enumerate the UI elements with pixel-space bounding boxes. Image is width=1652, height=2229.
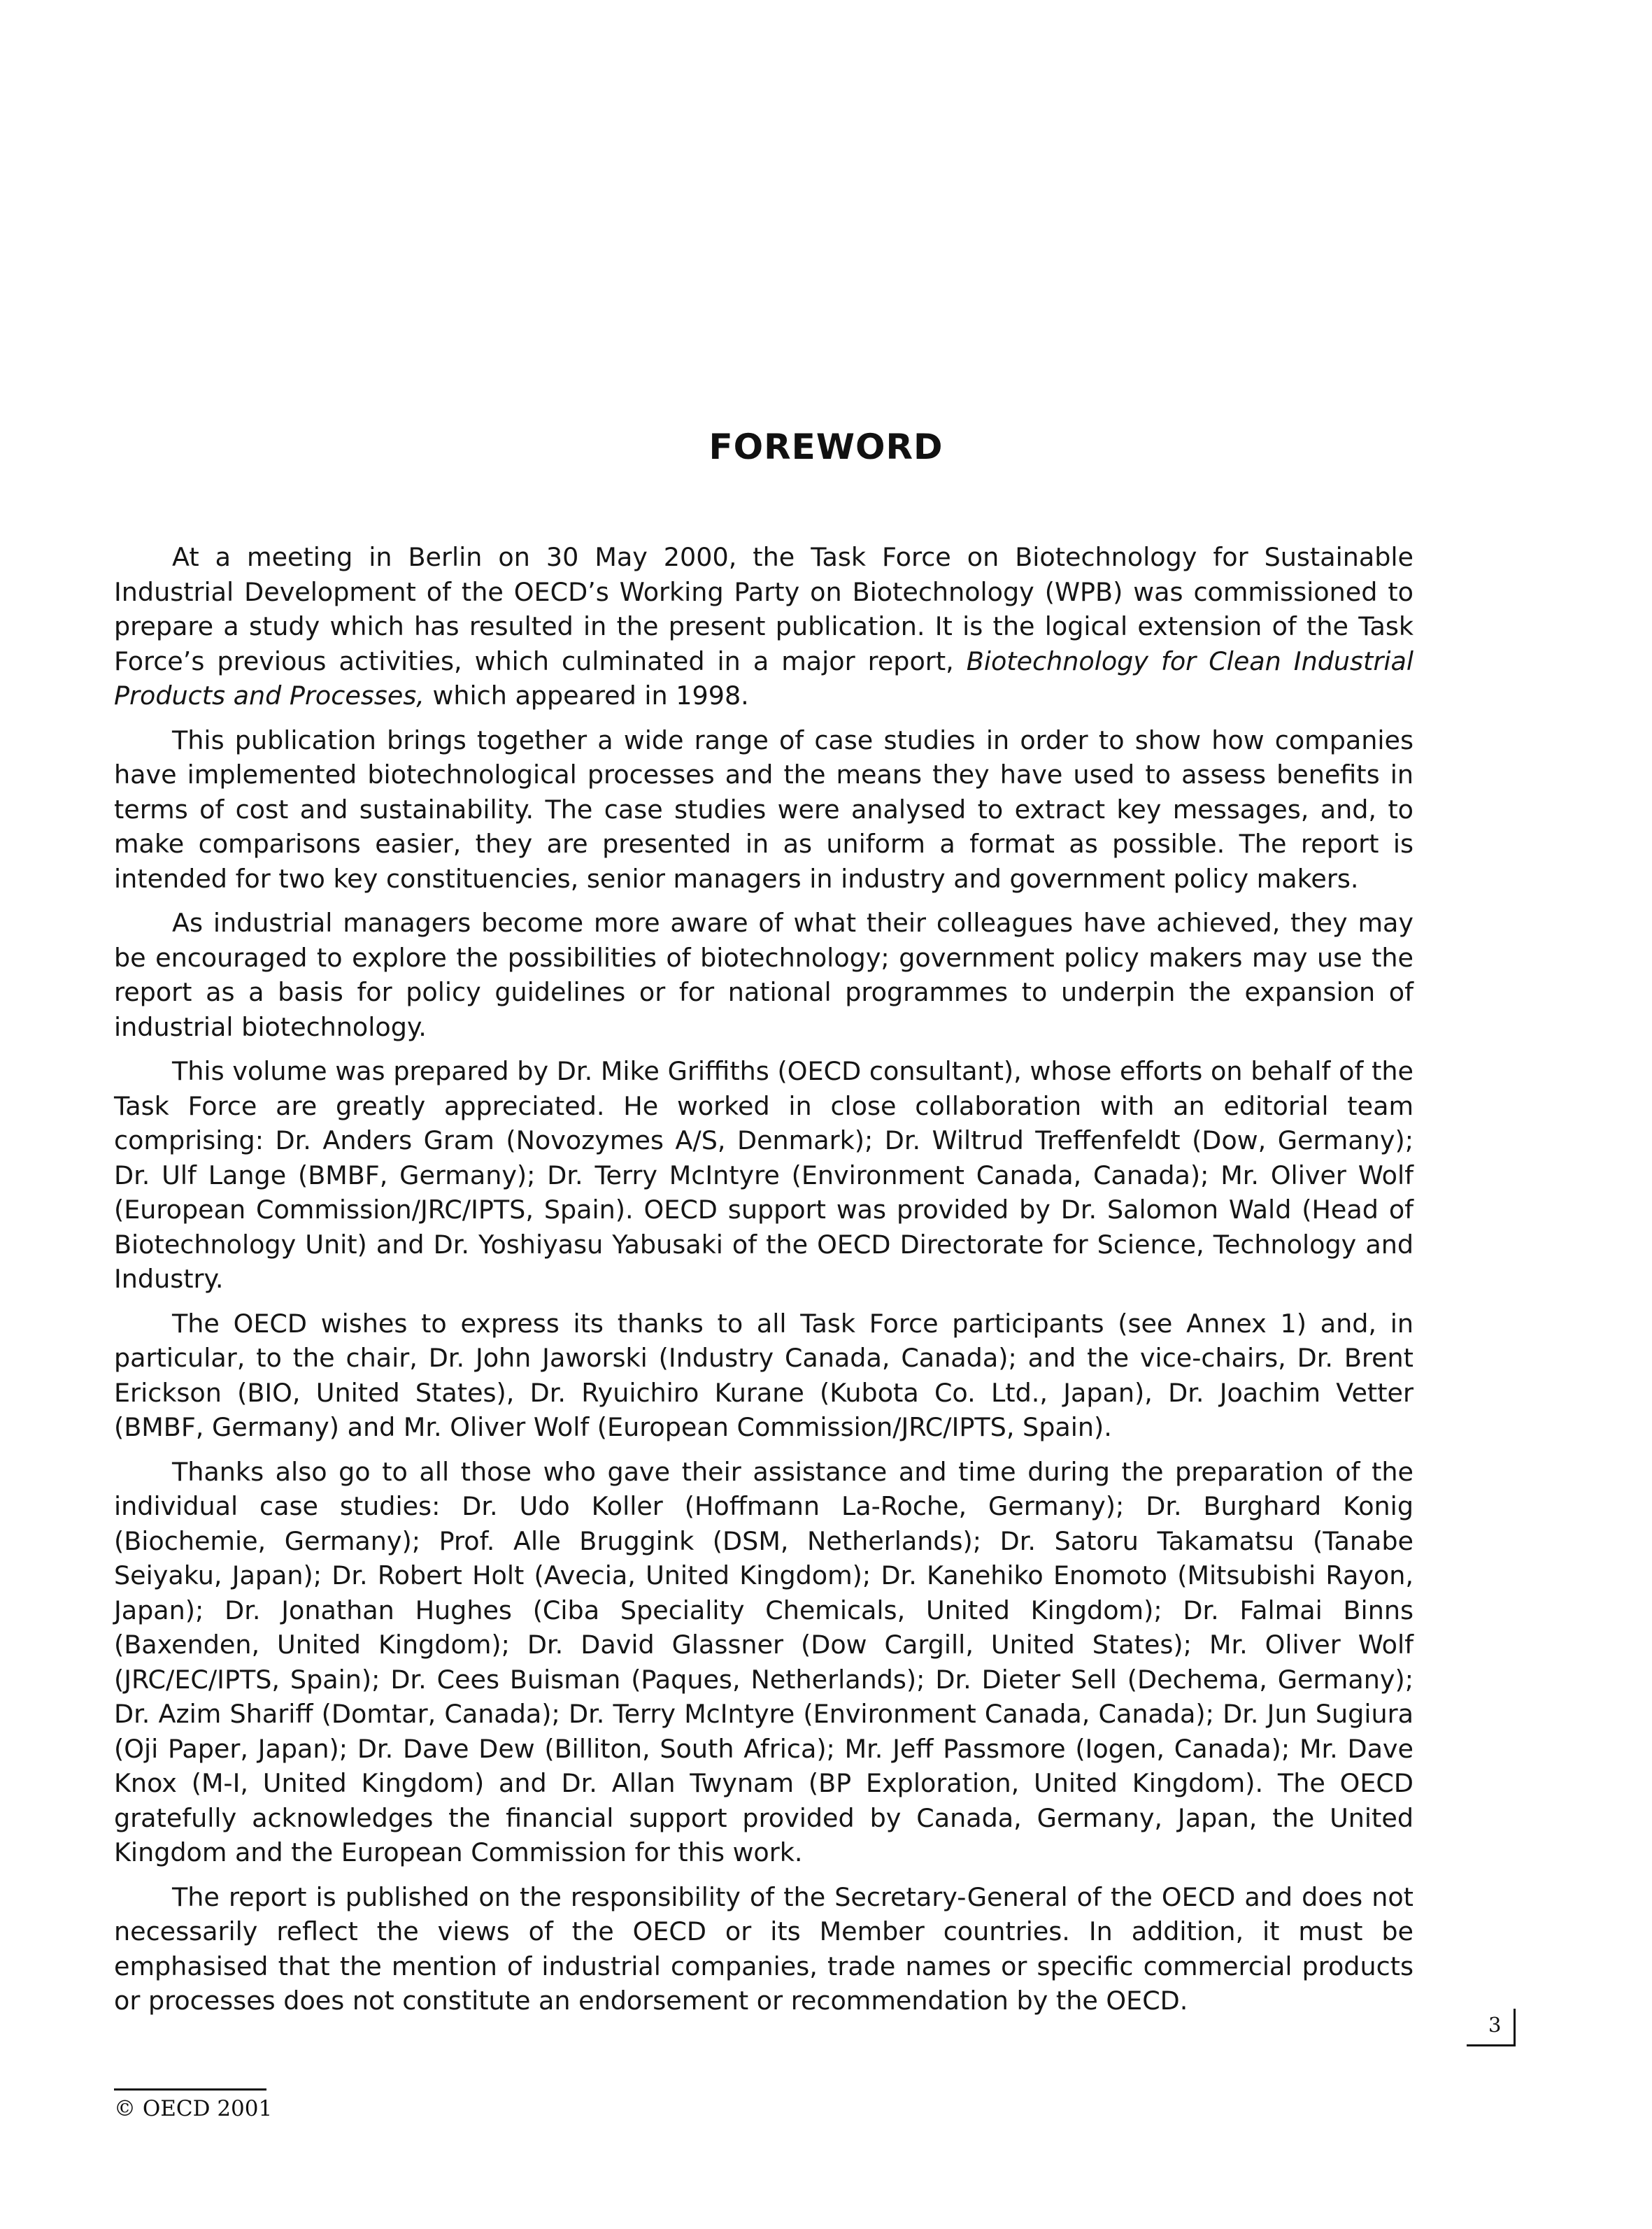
- paragraph-disclaimer: The report is published on the responsibility of the Secretary-General of the OECD and does not necessarily reflect the views of the OECD or its Member countries. In addition, it must be emphasised that the mention of industrial companies, trade names or specific commercial products or processes does not constitute an endorsement or recommendation by the OECD.: [114, 1881, 1414, 2016]
- paragraph-commission-end: which appeared in 1998.: [424, 681, 749, 711]
- report-title-italic: Biotechnology for Clean Industrial Products and Processes,: [114, 646, 1414, 711]
- paragraph-thanks-case-studies: Thanks also go to all those who gave their assistance and time during the preparation of the individual case studies: Dr. Udo Koller (Hoffmann La-Roche, Germany); Dr. Burghard Konig (Biochemie, Germany); Prof. Alle Bruggink (DSM, Netherlands); Dr. Satoru Takamatsu (Tanabe Seiyaku, Japan); Dr. Robert Holt (Avecia, United Kingdom); Dr. Kanehiko Enomoto (Mitsubishi Rayon, Japan); Dr. Jonathan Hughes (Ciba Speciality Chemicals, United Kingdom); Dr. Falmai Binns (Baxenden, United Kingdom); Dr. David Glassner (Dow Cargill, United States); Mr. Oliver Wolf (JRC/EC/IPTS, Spain); Dr. Cees Buisman (Paques, Netherlands); Dr. Dieter Sell (Dechema, Germany); Dr. Azim Shariff (Domtar, Canada); Dr. Terry McIntyre (Environment Canada, Canada); Dr. Jun Sugiura (Oji Paper, Japan); Dr. Dave Dew (Billiton, South Africa); Mr. Jeff Passmore (Iogen, Canada); Mr. Dave Knox (M-I, United Kingdom) and Dr. Allan Twynam (BP Exploration, United Kingdom). The OECD gratefully acknowledges the financial support provided by Canada, Germany, Japan, the United Kingdom and the European Commission for this work.: [114, 1456, 1414, 1867]
- paragraph-commission-text: At a meeting in Berlin on 30 May 2000, the Task Force on Biotechnology for Sustainable Industrial Development of the OECD’s Working Party on Biotechnology (WPB) was commissioned to prepare a study which has resulted in the present publication. It is the logical extension of the Task Force’s previous activities, which culminated in a major report,: [114, 542, 1414, 676]
- paragraph-editorial-team: This volume was prepared by Dr. Mike Griffiths (OECD consultant), whose efforts on behalf of the Task Force are greatly appreciated. He worked in close collaboration with an editorial team comprising: Dr. Anders Gram (Novozymes A/S, Denmark); Dr. Wiltrud Treffenfeldt (Dow, Germany); Dr. Ulf Lange (BMBF, Germany); Dr. Terry McIntyre (Environment Canada, Canada); Mr. Oliver Wolf (European Commission/JRC/IPTS, Spain). OECD support was provided by Dr. Salomon Wald (Head of Biotechnology Unit) and Dr. Yoshiyasu Yabusaki of the OECD Directorate for Science, Technology and Industry.: [114, 1056, 1414, 1294]
- footer-divider: [114, 2088, 266, 2091]
- paragraph-commission: [114, 540, 1414, 713]
- copyright-notice: © OECD 2001: [114, 2096, 273, 2121]
- foreword-body: [114, 540, 1414, 2028]
- paragraph-purpose: This publication brings together a wide range of case studies in order to show how companies have implemented biotechnological processes and the means they have used to assess benefits in terms of cost and sustainability. The case studies were analysed to extract key messages, and, to make comparisons easier, they are presented in as uniform a format as possible. The report is intended for two key constituencies, senior managers in industry and government policy makers.: [114, 725, 1414, 894]
- paragraph-thanks-task-force: The OECD wishes to express its thanks to all Task Force participants (see Annex 1) and, in particular, to the chair, Dr. John Jaworski (Industry Canada, Canada); and the vice-chairs, Dr. Brent Erickson (BIO, United States), Dr. Ryuichiro Kurane (Kubota Co. Ltd., Japan), Dr. Joachim Vetter (BMBF, Germany) and Mr. Oliver Wolf (European Commission/JRC/IPTS, Spain).: [114, 1308, 1414, 1442]
- page-title: FOREWORD: [708, 427, 944, 467]
- paragraph-audience: As industrial managers become more aware of what their colleagues have achieved, they may be encouraged to explore the possibilities of biotechnology; government policy makers may use the report as a basis for policy guidelines or for national programmes to underpin the expansion of industrial biotechnology.: [114, 908, 1414, 1042]
- page-number: 3: [1488, 2013, 1502, 2037]
